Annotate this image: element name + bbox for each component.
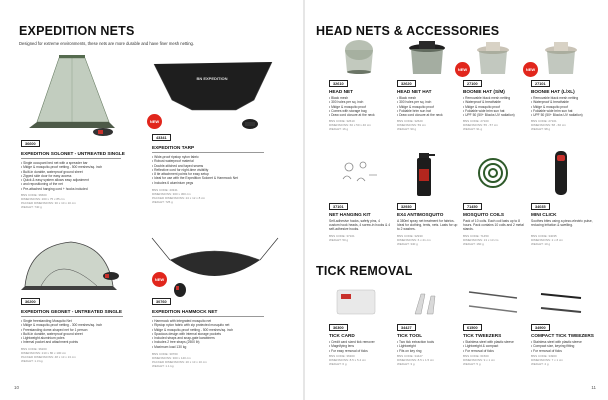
- hanging-kit-image: [329, 145, 389, 200]
- feature-list: [397, 340, 461, 353]
- feature-item: • Midge & mosquito proof: [329, 105, 391, 109]
- tick-tweezers-image: [463, 284, 523, 322]
- product-code: 32610: [329, 80, 348, 87]
- divider: [21, 316, 123, 317]
- spray-bottle-image: [397, 145, 457, 200]
- mosquito-coils-image: [463, 145, 523, 200]
- spec-line: WEIGHT: 98 g: [531, 126, 551, 131]
- spec-line: BNS CODE: 34035: [531, 234, 557, 238]
- spec-line: BNS CODE: 34900: [531, 354, 557, 358]
- feature-item: • 8 tie attachment points for easy setup: [152, 172, 276, 176]
- product-title: BOONIE HAT (L/XL): [531, 89, 575, 94]
- feature-list: [329, 96, 391, 117]
- product-tick-tool: [397, 284, 461, 384]
- product-code: 36600: [21, 140, 40, 147]
- feature-item: • UPF 50 (50+ Blocks UV radiation): [463, 113, 527, 117]
- spec-block: [463, 235, 525, 247]
- spec-line: WEIGHT: 50 g: [329, 237, 349, 242]
- feature-item: • Fits on key ring: [397, 349, 461, 353]
- feature-list: [21, 319, 127, 345]
- product-mini-click: [531, 145, 595, 245]
- feature-item: • Midge & mosquito-proof netting - 300 meshes/sq. inch: [21, 323, 127, 327]
- spec-line: WEIGHT: 5 g: [463, 361, 481, 366]
- page-intro: Designed for extreme environments, these nets are more durable and have finer mesh netting.: [19, 41, 195, 46]
- tarp-image: [150, 50, 280, 140]
- spec-line: WEIGHT: 340 g: [397, 241, 418, 246]
- page-number: 11: [591, 385, 596, 390]
- feature-item: • Midge & mosquito-proof netting - 500 meshes/sq. inch: [152, 328, 278, 332]
- spec-line: WEIGHT: 16 g: [329, 126, 349, 131]
- feature-item: • Waterproof & breathable: [463, 100, 527, 104]
- spec-line: WEIGHT: 1.3 kg: [21, 358, 43, 363]
- spec-line: WEIGHT: 90 g: [397, 126, 417, 131]
- spec-line: PACKED DIMENSIONS: 30 x 10 x 10 cm: [21, 200, 76, 205]
- product-code: 37101: [329, 203, 348, 210]
- product-tarp: [150, 50, 280, 220]
- feature-item: • Black mesh: [397, 96, 459, 100]
- product-tick-tweezers: [463, 284, 527, 384]
- spec-line: PACKED DIMENSIONS: 48 x 13 x 13 cm: [21, 354, 76, 359]
- spec-line: DIMENSIONS: 2 x 8 cm: [531, 237, 564, 242]
- feature-item: • Internal pocket and attachment points: [21, 340, 127, 344]
- feature-item: • Single occupant bed net with a spreader bar: [21, 161, 123, 165]
- product-code: 27100: [463, 80, 482, 87]
- feature-item: • Spacious design with internal storage pockets: [152, 332, 278, 336]
- feature-item: • Wide-proof ripstop nylon fabric: [152, 155, 276, 159]
- feature-item: • Midge & mosquito-proof netting - 500 meshes/sq. inch: [21, 165, 123, 169]
- tick-tool-image: [397, 284, 457, 322]
- feature-item: • Midge & mosquito proof: [397, 105, 459, 109]
- spec-line: WEIGHT: 3 g: [397, 361, 415, 366]
- product-boonie-hat-lxl: [525, 38, 595, 131]
- product-title: EXPEDITION GEONET - UNTREATED SINGLE: [21, 309, 122, 314]
- feature-item: • Double-stitched and taped seams: [152, 164, 276, 168]
- spec-block: [531, 355, 593, 367]
- spec-line: BNS CODE: 27101: [531, 119, 557, 123]
- spec-line: WEIGHT: 725 g: [152, 199, 173, 204]
- feature-list: [152, 319, 278, 349]
- feature-item: • Stainless steel with plastic sleeve: [463, 340, 527, 344]
- spec-line: WEIGHT: 160 g: [463, 241, 484, 246]
- head-net-image: [329, 38, 389, 78]
- product-title: EXPEDITION SOLONET - UNTREATED SINGLE: [21, 151, 125, 156]
- spec-block: [531, 120, 593, 132]
- spec-line: DIMENSIONS: 58 - 60 cm: [531, 122, 566, 127]
- divider: [152, 316, 264, 317]
- boonie-hat-lxl-image: [531, 38, 591, 78]
- product-title: EX4 ANTIMOSQUITO: [397, 212, 444, 217]
- feature-item: • Reflective cord for night-time visibility: [152, 168, 276, 172]
- spec-line: DIMENSIONS: 55 - 57 cm: [463, 122, 498, 127]
- spec-block: [21, 348, 127, 364]
- spec-line: PACKED DIMENSIONS: 24 x 12 x 8 cm: [152, 195, 206, 200]
- spec-block: [531, 235, 593, 247]
- feature-item: • For easy removal of ticks: [329, 349, 393, 353]
- compact-tweezers-image: [531, 284, 591, 322]
- spec-line: BNS CODE: 61500: [463, 354, 489, 358]
- feature-item: • Stainless steel with plastic sleeve: [531, 340, 597, 344]
- feature-item: • Draw cord closure at the neck: [329, 113, 391, 117]
- feature-item: • Includes 6 aluminium pegs: [152, 181, 276, 185]
- spec-line: DIMENSIONS: 59 cm: [397, 122, 426, 127]
- feature-item: • Ideal for use with the Expedition Solonet & Hammock Net: [152, 176, 276, 180]
- spec-line: DIMENSIONS: 300 x 300 cm: [152, 191, 191, 196]
- feature-item: • 300 holes per sq. inch: [397, 100, 459, 104]
- head-net-hat-image: [397, 38, 457, 78]
- product-geonet: [19, 232, 129, 382]
- product-code: 36200: [21, 298, 40, 305]
- spec-line: DIMENSIONS: 200 x 75 x 85 cm: [21, 196, 65, 201]
- feature-item: • Compact size, keyring fitting: [531, 344, 597, 348]
- spec-line: WEIGHT: 1.1 kg: [152, 363, 174, 368]
- tick-card-image: [329, 284, 389, 322]
- spec-line: BNS CODE: 37101: [329, 234, 355, 238]
- product-title: HEAD NET: [329, 89, 353, 94]
- feature-item: • Removable black mesh netting: [531, 96, 595, 100]
- spec-block: [397, 120, 459, 132]
- new-badge: NEW: [523, 62, 538, 77]
- spec-line: WEIGHT: 740 g: [21, 204, 42, 209]
- product-hammock-net: [150, 232, 280, 382]
- feature-item: • UPF 50 (50+ Blocks UV radiation): [531, 113, 595, 117]
- spec-line: WEIGHT: 10 g: [531, 241, 551, 246]
- spec-line: DIMENSIONS: 7 x 1 cm: [531, 357, 564, 362]
- spec-line: DIMENSIONS: 60 x 50 x 40 cm: [329, 122, 371, 127]
- product-head-net-hat: [397, 38, 459, 131]
- product-tick-card: [329, 284, 393, 384]
- product-title: NET HANGING KIT: [329, 212, 371, 217]
- product-code: 32930: [397, 203, 416, 210]
- feature-list: [152, 155, 276, 185]
- feature-item: • and repositioning of the net: [21, 182, 123, 186]
- product-title: COMPACT TICK TWEEZERS: [531, 333, 594, 338]
- geonet-image: [19, 232, 129, 302]
- feature-item: • Single freestanding Mosquito Net: [21, 319, 127, 323]
- feature-item: • Foldable brim sun hat: [397, 109, 459, 113]
- spec-line: BNS CODE: 34427: [397, 354, 423, 358]
- new-badge: NEW: [152, 272, 167, 287]
- product-description: Self-adhesive hooks, safety pins, 4 custom hook heads, 4 screw-in hooks & 4 self-adhesive hooks.: [329, 219, 391, 232]
- page-title: EXPEDITION NETS: [19, 24, 135, 38]
- feature-item: • For removal of ticks: [531, 349, 597, 353]
- product-title: TICK TOOL: [397, 333, 423, 338]
- spec-block: [463, 120, 525, 132]
- spec-line: WEIGHT: 6 g: [329, 361, 347, 366]
- spec-line: BNS CODE: 43341: [152, 188, 178, 192]
- feature-item: • For removal of ticks: [463, 349, 527, 353]
- spec-block: [397, 235, 459, 247]
- product-solonet: [19, 50, 124, 220]
- left-page: [0, 0, 303, 400]
- product-code: 61500: [463, 324, 482, 331]
- feature-item: • Includes 2 tree straps (2500 lb): [152, 340, 278, 344]
- spec-line: DIMENSIONS: 210 x 80 x 100 cm: [21, 350, 67, 355]
- product-code: 34900: [531, 324, 550, 331]
- spec-block: [329, 120, 391, 132]
- product-description: A 380ml spray net treatment for fabrics. Ideal for clothing, tents, nets. Lasts for up to 2 washes.: [397, 219, 458, 232]
- spec-line: DIMENSIONS: 9 x 1 cm: [463, 357, 496, 362]
- spec-line: WEIGHT: 4 g: [531, 361, 549, 366]
- feature-item: • Lightweight: [397, 344, 461, 348]
- feature-item: • Ripstop nylon fabric with zip protected mosquito net: [152, 323, 278, 327]
- product-title: TICK CARD: [329, 333, 355, 338]
- spec-line: BNS CODE: 71450: [463, 234, 489, 238]
- spec-line: DIMENSIONS: 300 x 140 cm: [152, 355, 191, 360]
- product-mosquito-coils: [463, 145, 527, 245]
- right-page: [305, 0, 608, 400]
- product-title: HEAD NET HAT: [397, 89, 432, 94]
- feature-item: • Foldable wide brim sun hat: [463, 109, 527, 113]
- page-number: 10: [14, 385, 20, 390]
- spec-line: BNS CODE: 27100: [463, 119, 489, 123]
- new-badge: NEW: [455, 62, 470, 77]
- feature-item: • 300 holes per sq. inch: [329, 100, 391, 104]
- spec-block: [329, 355, 391, 367]
- spec-line: WEIGHT: 91 g: [463, 126, 483, 131]
- spec-line: BNS CODE: 32610: [329, 119, 355, 123]
- spec-block: [463, 355, 525, 367]
- feature-item: • Comes with storage bag: [329, 109, 391, 113]
- page-title: HEAD NETS & ACCESSORIES: [316, 24, 500, 38]
- feature-item: • Lightweight aluminium poles: [21, 336, 127, 340]
- new-badge: NEW: [147, 114, 162, 129]
- feature-item: • Lightweight & compact: [463, 344, 527, 348]
- feature-item: • Midge & mosquito proof: [531, 105, 595, 109]
- product-code: 36300: [329, 324, 348, 331]
- section-title-tick-removal: TICK REMOVAL: [316, 264, 413, 278]
- feature-list: [329, 340, 393, 353]
- feature-list: [397, 96, 459, 117]
- product-code: 30760: [152, 298, 171, 305]
- product-title: EXPEDITION TARP: [152, 145, 195, 150]
- product-title: BOONIE HAT (S/M): [463, 89, 505, 94]
- spec-block: [397, 355, 459, 367]
- spec-block: [152, 353, 278, 369]
- product-description: Soothes bites using a piezo-electric pulse, reducing irritation & swelling.: [531, 219, 593, 228]
- product-boonie-hat-sm: [457, 38, 525, 131]
- spec-line: DIMENSIONS: 8.5 x 1.5 cm: [397, 357, 435, 362]
- spec-line: BNS CODE: 32620: [397, 119, 423, 123]
- feature-item: • Magnifying lens: [329, 344, 393, 348]
- divider: [21, 158, 121, 159]
- spec-line: BNS CODE: 30760: [152, 352, 178, 356]
- product-net-hanging-kit: [329, 145, 393, 245]
- product-code: 34035: [531, 203, 550, 210]
- product-compact-tick-tweezers: [531, 284, 597, 384]
- hammock-image: [150, 232, 280, 302]
- feature-item: • Quick & easy system allows easy adjustment: [21, 178, 123, 182]
- spec-block: [21, 194, 123, 210]
- feature-list: [21, 161, 123, 191]
- feature-list: [463, 96, 527, 117]
- feature-item: • Midge & mosquito proof: [463, 105, 527, 109]
- feature-item: • Included straps and snap-gate karabiners: [152, 336, 278, 340]
- spec-line: BNS CODE: 36300: [329, 354, 355, 358]
- product-title: TICK TWEEZERS: [463, 333, 502, 338]
- spec-block: [152, 189, 276, 205]
- spec-line: BNS CODE: 32930: [397, 234, 423, 238]
- feature-item: • Draw cord closure at the neck: [397, 113, 459, 117]
- product-code: 32620: [397, 80, 416, 87]
- feature-item: • Pre-attached hanging cord + hooks included: [21, 187, 123, 191]
- feature-item: • Maximum load 130 kg: [152, 345, 278, 349]
- product-code: 34427: [397, 324, 416, 331]
- spec-line: DIMENSIONS: 13 x 13 cm: [463, 237, 499, 242]
- solonet-image: [19, 50, 124, 140]
- divider: [152, 152, 264, 153]
- spec-line: PACKED DIMENSIONS: 20 x 13 x 10 cm: [152, 359, 207, 364]
- mini-click-image: [531, 145, 591, 200]
- feature-item: • Freestanding dome-shaped net for 1 person: [21, 328, 127, 332]
- product-code: 71450: [463, 203, 482, 210]
- product-title: EXPEDITION HAMMOCK NET: [152, 309, 218, 314]
- feature-item: • Credit card sized tick remover: [329, 340, 393, 344]
- product-code: 27101: [531, 80, 550, 87]
- product-description: Pack of 10 coils. Each coil lasts up to 8 hours. Pack contains 10 coils and 2 metal stands.: [463, 219, 524, 232]
- spec-line: DIMENSIONS: 6 x 21 cm: [397, 237, 431, 242]
- product-title: MOSQUITO COILS: [463, 212, 505, 217]
- product-code: 43341: [152, 134, 171, 141]
- feature-item: • Black mesh: [329, 96, 391, 100]
- product-head-net: [329, 38, 391, 131]
- feature-list: [531, 340, 597, 353]
- feature-item: • Foldable wide brim sun hat: [531, 109, 595, 113]
- feature-item: • Removable black mesh netting: [463, 96, 527, 100]
- spec-line: BNS CODE: 36600: [21, 193, 47, 197]
- feature-list: [463, 340, 527, 353]
- feature-item: • Built-in durable, waterproof ground sheet: [21, 170, 123, 174]
- feature-list: [531, 96, 595, 117]
- spec-block: [329, 235, 391, 243]
- feature-item: • Robust waterproof material: [152, 159, 276, 163]
- spec-line: BNS CODE: 36200: [21, 347, 47, 351]
- feature-item: • Zipped side door for easy access: [21, 174, 123, 178]
- boonie-hat-sm-image: [463, 38, 523, 78]
- feature-item: • Waterproof & breathable: [531, 100, 595, 104]
- feature-item: • Built-in durable, waterproof ground sheet: [21, 332, 127, 336]
- product-ex4-antimosquito: [397, 145, 461, 245]
- feature-item: • Hammock with integrated mosquito net: [152, 319, 278, 323]
- product-title: MINI CLICK: [531, 212, 557, 217]
- spec-line: DIMENSIONS: 8.5 x 5.4 cm: [329, 357, 367, 362]
- feature-item: • Two tick extraction tools: [397, 340, 461, 344]
- svg-text:BN EXPEDITION: BN EXPEDITION: [196, 76, 228, 81]
